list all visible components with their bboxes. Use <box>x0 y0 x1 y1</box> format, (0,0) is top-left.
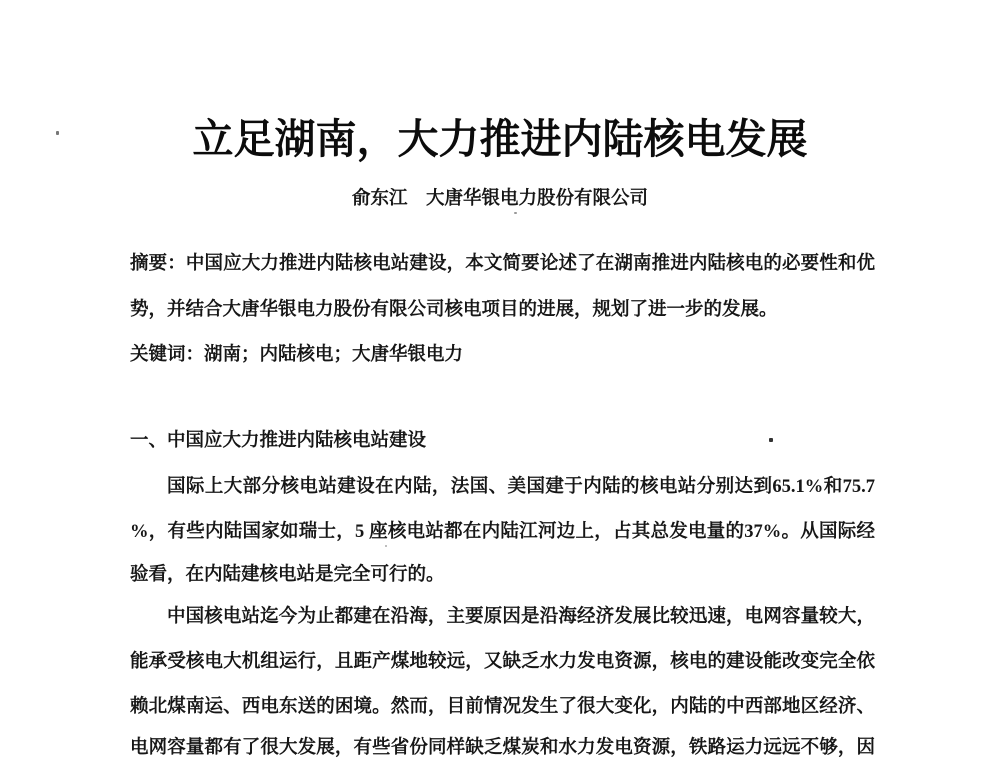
paragraph-2-line-2: 能承受核电大机组运行，且距产煤地较远，又缺乏水力发电资源，核电的建设能改变完全依 <box>130 652 875 672</box>
author-byline: 俞东江 大唐华银电力股份有限公司 <box>351 187 648 208</box>
scan-artifact-dot <box>769 438 773 442</box>
section-1-heading: 一、中国应大力推进内陆核电站建设 <box>130 429 427 450</box>
scan-artifact-dot <box>514 212 517 214</box>
paragraph-1-line-2: %，有些内陆国家如瑞士，5 座核电站都在内陆江河边上，占其总发电量的37%。从国际经 <box>130 522 875 542</box>
paragraph-2-line-3: 赖北煤南运、西电东送的困境。然而，目前情况发生了很大变化，内陆的中西部地区经济、 <box>130 697 875 717</box>
abstract-line-2: 势，并结合大唐华银电力股份有限公司核电项目的进展，规划了进一步的发展。 <box>130 298 778 319</box>
paper-title: 立足湖南，大力推进内陆核电发展 <box>192 116 808 162</box>
keywords-line: 关键词：湖南；内陆核电；大唐华银电力 <box>130 343 464 364</box>
abstract-line-1: 摘要：中国应大力推进内陆核电站建设，本文简要论述了在湖南推进内陆核电的必要性和优 <box>130 252 875 273</box>
paragraph-1-line-1: 国际上大部分核电站建设在内陆，法国、美国建于内陆的核电站分别达到65.1%和75.7 <box>167 477 875 497</box>
paragraph-1-line-3: 验看，在内陆建核电站是完全可行的。 <box>130 565 445 585</box>
scan-artifact-dot <box>385 545 387 547</box>
scan-artifact-dot <box>56 131 59 135</box>
paragraph-2-line-1: 中国核电站迄今为止都建在沿海，主要原因是沿海经济发展比较迅速，电网容量较大， <box>167 607 875 627</box>
paragraph-2-line-4: 电网容量都有了很大发展，有些省份同样缺乏煤炭和水力发电资源，铁路运力远远不够，因 <box>130 738 875 758</box>
